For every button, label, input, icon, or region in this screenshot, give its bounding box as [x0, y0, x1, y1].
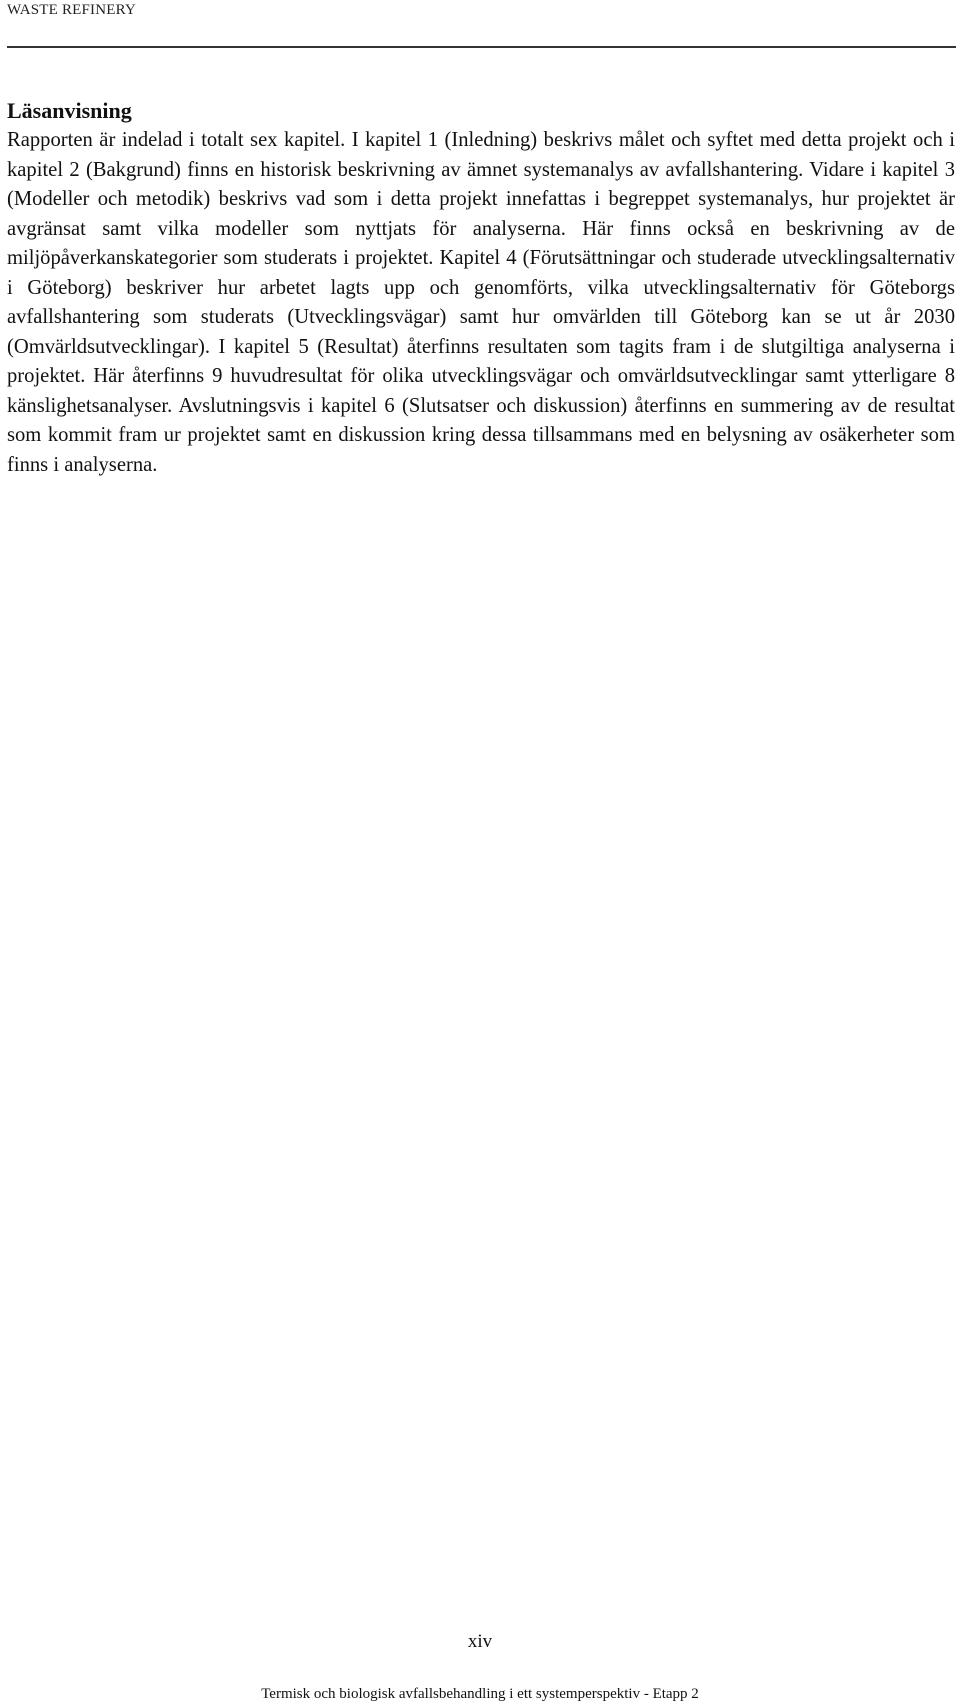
body-paragraph: Rapporten är indelad i totalt sex kapitel. I kapitel 1 (Inledning) beskrivs målet och syftet med detta projekt och i kapitel 2 (Bakgrund) finns en historisk beskrivning av ämnet systemanalys av avfallshantering. Vidare i kapitel 3 (Modeller och metodik) beskrivs vad som i detta projekt innefattas i begreppet systemanalys, hur projektet är avgränsat samt vilka modeller som nyttjats för analyserna. Här finns också en beskrivning av de miljöpåverkanskategorier som studerats i projektet. Kapitel 4 (Förutsättningar och studerade utvecklingsalternativ i Göteborg) beskriver hur arbetet lagts upp och genomförts, vilka utvecklingsalternativ för Göteborgs avfallshantering som studerats (Utvecklingsvägar) samt hur omvärlden till Göteborg kan se ut år 2030 (Omvärldsutvecklingar). I kapitel 5 (Resultat) återfinns resultaten som tagits fram i de slutgiltiga analyserna i projektet. Här återfinns 9 huvudresultat för olika utvecklingsvägar och omvärldsutvecklingar samt ytterligare 8 känslighetsanalyser. Avslutningsvis i kapitel 6 (Slutsatser och diskussion) återfinns en summering av de resultat som kommit fram ur projektet samt en diskussion kring dessa tillsammans med en belysning av osäkerheter som finns i analyserna.: [7, 129, 955, 476]
header-divider: [7, 46, 956, 48]
running-footer: Termisk och biologisk avfallsbehandling i ett systemperspektiv - Etapp 2: [261, 1686, 699, 1702]
page-number: xiv: [467, 1631, 493, 1652]
running-header: WASTE REFINERY: [7, 2, 137, 18]
section-heading: Läsanvisning: [7, 98, 132, 123]
reading-guide-section: [7, 96, 955, 480]
